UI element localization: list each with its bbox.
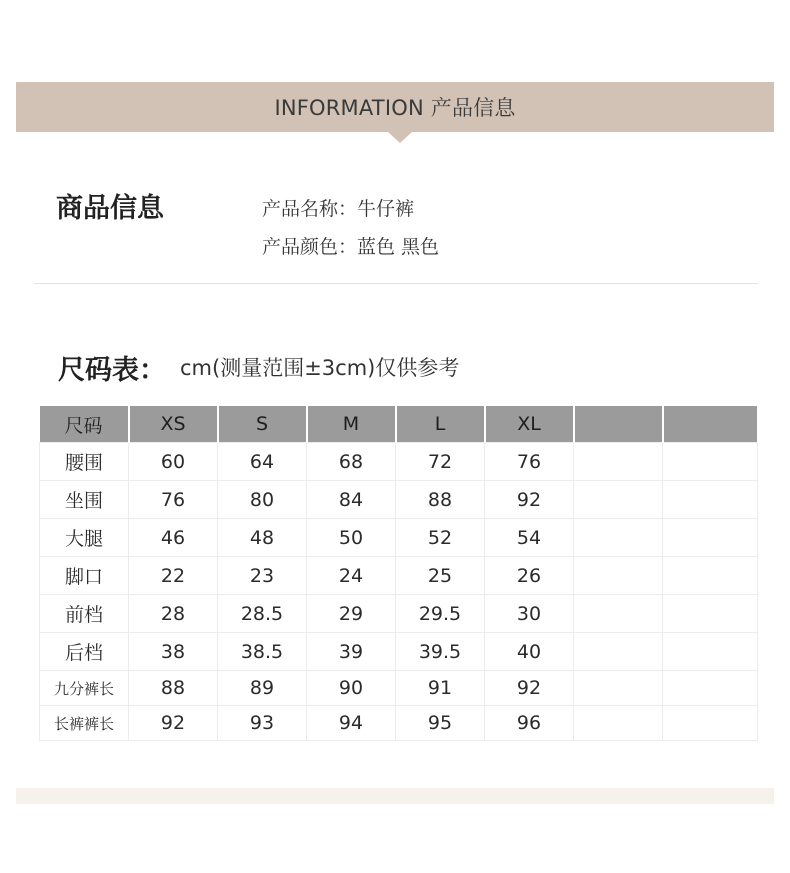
table-cell: 26 bbox=[485, 557, 574, 595]
table-cell: 28.5 bbox=[218, 595, 307, 633]
table-cell: 22 bbox=[129, 557, 218, 595]
size-chart-note: cm(测量范围±3cm)仅供参考 bbox=[180, 356, 460, 380]
banner-notch bbox=[388, 132, 412, 143]
table-cell: 39 bbox=[307, 633, 396, 671]
table-cell: 39.5 bbox=[396, 633, 485, 671]
table-cell: 76 bbox=[129, 481, 218, 519]
row-label: 长裤裤长 bbox=[40, 706, 129, 741]
header-cell: XL bbox=[485, 406, 574, 443]
product-color-line: 产品颜色：蓝色 黑色 bbox=[262, 236, 440, 258]
table-cell bbox=[574, 557, 663, 595]
section-divider bbox=[34, 283, 758, 284]
table-cell: 92 bbox=[485, 671, 574, 706]
table-cell: 88 bbox=[396, 481, 485, 519]
header-cell: L bbox=[396, 406, 485, 443]
table-cell: 84 bbox=[307, 481, 396, 519]
table-cell: 40 bbox=[485, 633, 574, 671]
table-cell bbox=[574, 443, 663, 481]
table-cell: 54 bbox=[485, 519, 574, 557]
table-cell: 80 bbox=[218, 481, 307, 519]
table-row bbox=[40, 671, 758, 706]
table-cell: 92 bbox=[129, 706, 218, 741]
table-row bbox=[40, 706, 758, 741]
product-info-heading: 商品信息 bbox=[56, 193, 164, 224]
bottom-band bbox=[16, 788, 774, 804]
table-row bbox=[40, 633, 758, 671]
header-cell: M bbox=[307, 406, 396, 443]
header-cell bbox=[663, 406, 758, 443]
table-cell: 46 bbox=[129, 519, 218, 557]
table-cell: 38.5 bbox=[218, 633, 307, 671]
size-chart-heading: 尺码表： bbox=[58, 355, 166, 386]
table-cell: 24 bbox=[307, 557, 396, 595]
row-label: 前档 bbox=[40, 595, 129, 633]
row-label: 九分裤长 bbox=[40, 671, 129, 706]
size-table bbox=[39, 406, 759, 741]
table-cell: 60 bbox=[129, 443, 218, 481]
table-cell bbox=[663, 443, 758, 481]
header-cell: 尺码 bbox=[40, 406, 129, 443]
table-row bbox=[40, 443, 758, 481]
table-cell: 94 bbox=[307, 706, 396, 741]
table-cell bbox=[663, 519, 758, 557]
table-row bbox=[40, 519, 758, 557]
table-cell: 30 bbox=[485, 595, 574, 633]
table-cell bbox=[663, 706, 758, 741]
table-cell: 68 bbox=[307, 443, 396, 481]
table-cell bbox=[663, 671, 758, 706]
table-cell bbox=[574, 481, 663, 519]
table-cell: 52 bbox=[396, 519, 485, 557]
table-cell: 38 bbox=[129, 633, 218, 671]
header-cell: S bbox=[218, 406, 307, 443]
table-cell: 72 bbox=[396, 443, 485, 481]
table-cell: 25 bbox=[396, 557, 485, 595]
table-header-row bbox=[40, 406, 758, 443]
table-cell: 90 bbox=[307, 671, 396, 706]
row-label: 大腿 bbox=[40, 519, 129, 557]
table-cell bbox=[574, 633, 663, 671]
table-cell: 96 bbox=[485, 706, 574, 741]
table-cell: 92 bbox=[485, 481, 574, 519]
table-cell: 95 bbox=[396, 706, 485, 741]
table-cell bbox=[663, 557, 758, 595]
row-label: 坐围 bbox=[40, 481, 129, 519]
table-cell: 50 bbox=[307, 519, 396, 557]
table-row bbox=[40, 557, 758, 595]
table-cell: 89 bbox=[218, 671, 307, 706]
table-cell: 29 bbox=[307, 595, 396, 633]
table-cell: 48 bbox=[218, 519, 307, 557]
table-cell bbox=[574, 595, 663, 633]
table-cell bbox=[663, 481, 758, 519]
banner-title: INFORMATION 产品信息 bbox=[274, 96, 516, 120]
table-cell: 76 bbox=[485, 443, 574, 481]
table-cell bbox=[574, 519, 663, 557]
table-cell: 88 bbox=[129, 671, 218, 706]
header-cell: XS bbox=[129, 406, 218, 443]
header-cell bbox=[574, 406, 663, 443]
table-cell bbox=[574, 706, 663, 741]
table-cell: 23 bbox=[218, 557, 307, 595]
row-label: 腰围 bbox=[40, 443, 129, 481]
row-label: 脚口 bbox=[40, 557, 129, 595]
table-cell: 93 bbox=[218, 706, 307, 741]
info-banner bbox=[16, 82, 774, 132]
table-row bbox=[40, 595, 758, 633]
table-cell: 28 bbox=[129, 595, 218, 633]
row-label: 后档 bbox=[40, 633, 129, 671]
product-name-line: 产品名称：牛仔裤 bbox=[262, 198, 415, 220]
table-cell bbox=[663, 595, 758, 633]
table-cell: 91 bbox=[396, 671, 485, 706]
table-cell bbox=[663, 633, 758, 671]
table-cell bbox=[574, 671, 663, 706]
table-row bbox=[40, 481, 758, 519]
table-cell: 29.5 bbox=[396, 595, 485, 633]
table-cell: 64 bbox=[218, 443, 307, 481]
